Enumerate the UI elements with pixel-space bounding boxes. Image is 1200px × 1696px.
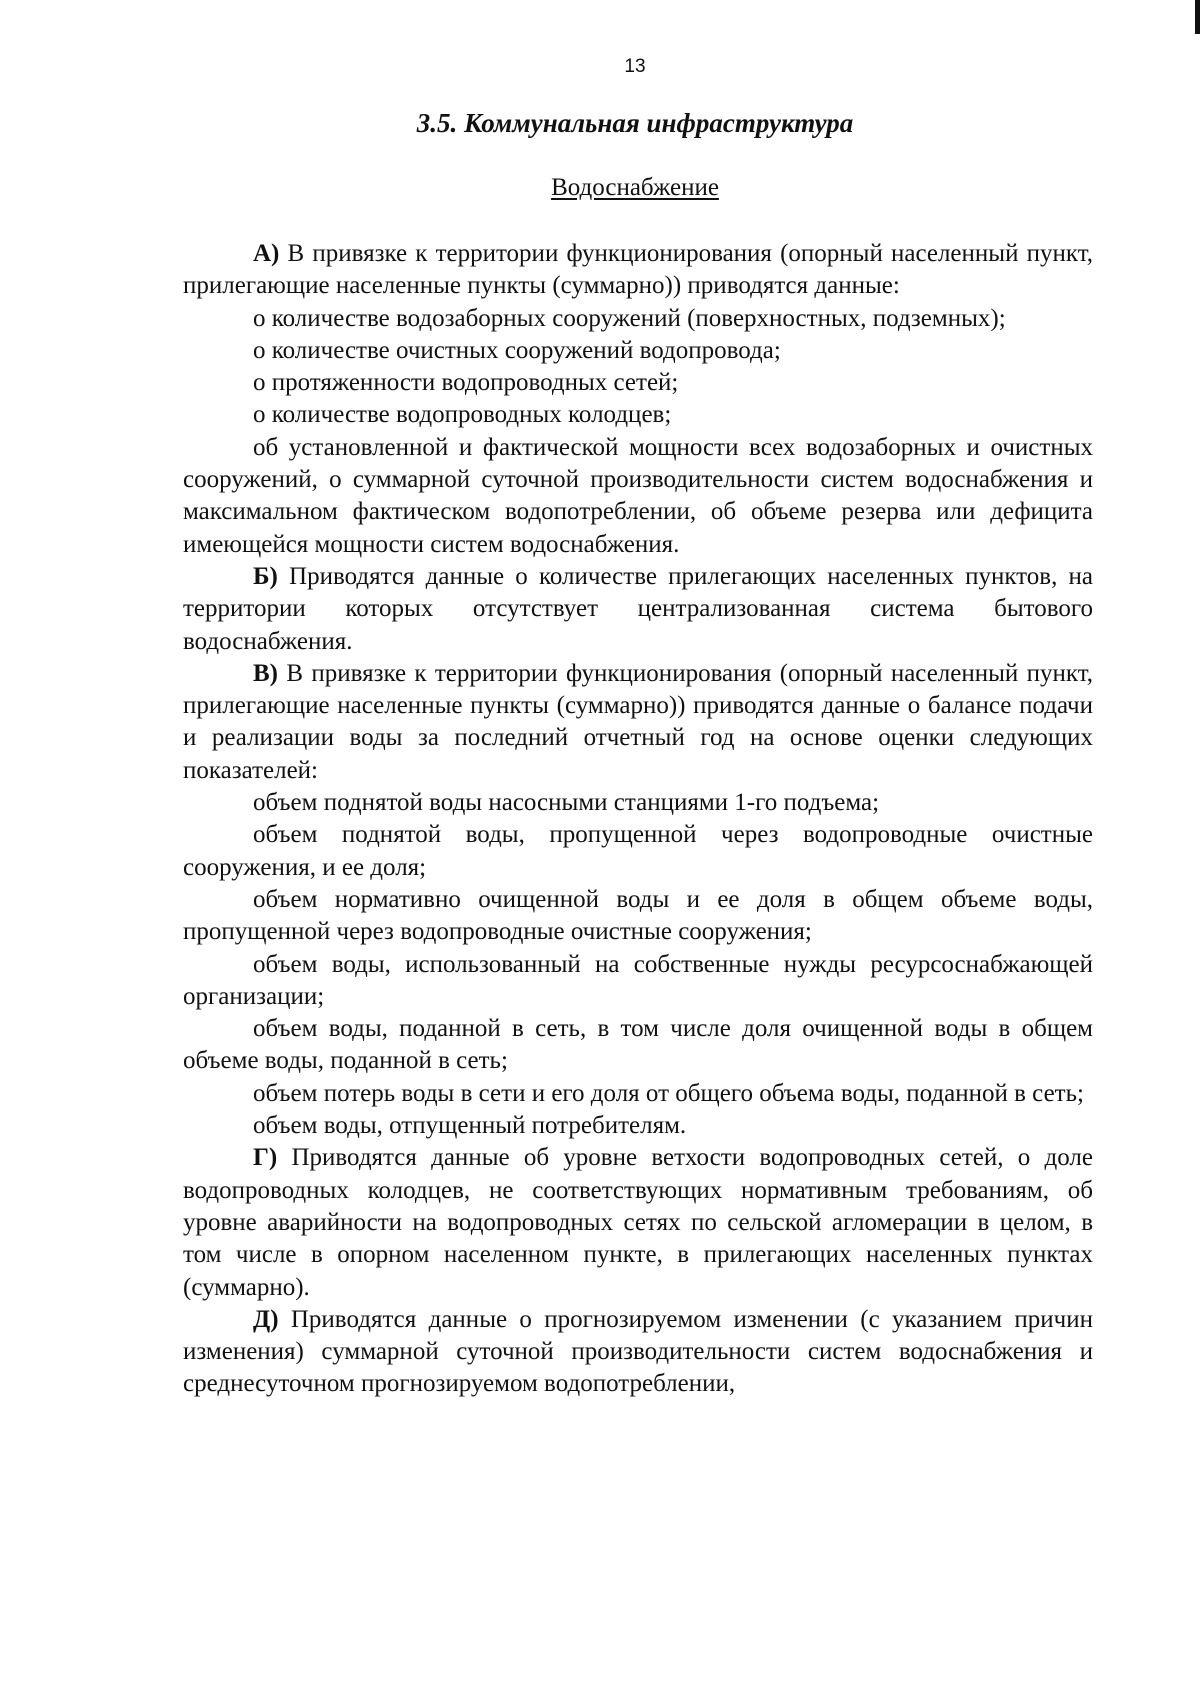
paragraph-text: В привязке к территории функционирования (опорный населенный пункт, прилегающие населенные пункты (суммарно)) приводятся данные о балансе подачи и реализации воды за последний отчетный год на основе оценки следующих показателей: [183, 659, 1093, 784]
list-item: объем потерь воды в сети и его доля от общего объема воды, поданной в сеть; [253, 1079, 1084, 1107]
subsection-title: Водоснабжение [551, 174, 719, 201]
paragraph-d [183, 1304, 1093, 1401]
paragraph-text: Приводятся данные о прогнозируемом изменении (с указанием причин изменения) суммарной суточной производительности систем водоснабжения и среднесуточном прогнозируемом водопотреблении, [183, 1305, 1093, 1398]
paragraph-b [183, 561, 1093, 658]
list-item: объем нормативно очищенной воды и ее доля в общем объеме воды, пропущенной через водопроводные очистные сооружения; [183, 885, 1093, 946]
paragraph-a [183, 238, 1093, 303]
section-title: 3.5. Коммунальная инфраструктура [416, 108, 854, 138]
list-item: объем воды, поданной в сеть, в том числе доля очищенной воды в общем объеме воды, поданной в сеть; [183, 1015, 1093, 1075]
paragraph-label: А) [253, 240, 280, 267]
list-item: о количестве очистных сооружений водопровода; [253, 336, 781, 364]
paragraph-label: В) [253, 659, 278, 687]
list-item: о количестве водозаборных сооружений (поверхностных, подземных); [253, 304, 1006, 332]
list-item: объем поднятой воды, пропущенной через водопроводные очистные сооружения, и ее доля; [183, 821, 1093, 881]
paragraph-text: В привязке к территории функционирования (опорный населенный пункт, прилегающие населенные пункты (суммарно)) приводятся данные: [183, 240, 1093, 300]
paragraph-v [183, 658, 1093, 787]
paragraph-label: Д) [253, 1305, 279, 1333]
paragraph-label: Г) [253, 1144, 278, 1172]
paragraph-text: Приводятся данные о количестве прилегающих населенных пунктов, на территории которых отсутствует централизованная система бытового водоснабжения. [183, 562, 1093, 655]
list-item: о протяженности водопроводных сетей; [253, 369, 679, 397]
list-item: объем воды, использованный на собственные нужды ресурсоснабжающей организации; [183, 950, 1093, 1010]
scan-edge-mark [1195, 0, 1200, 34]
paragraph-text: Приводятся данные об уровне ветхости водопроводных сетей, о доле водопроводных колодцев, не соответствующих нормативным требованиям, об уровне аварийности на водопроводных сетях по сельской агломерации в целом, в том числе в опорном населенном пункте, в прилегающих населенных пунктах (суммарно). [183, 1144, 1093, 1301]
paragraph-label: Б) [253, 562, 278, 590]
list-item: о количестве водопроводных колодцев; [253, 401, 672, 429]
page-number: 13 [624, 56, 646, 77]
document-body [183, 238, 1093, 1401]
list-item: об установленной и фактической мощности всех водозаборных и очистных сооружений, о суммарной суточной производительности систем водоснабжения и максимальном фактическом водопотреблении, об объеме резерва или дефицита имеющейся мощности систем водоснабжения. [183, 433, 1093, 558]
list-item: объем воды, отпущенный потребителям. [253, 1112, 687, 1140]
list-item: объем поднятой воды насосными станциями 1-го подъема; [253, 789, 880, 817]
paragraph-g [183, 1142, 1093, 1303]
